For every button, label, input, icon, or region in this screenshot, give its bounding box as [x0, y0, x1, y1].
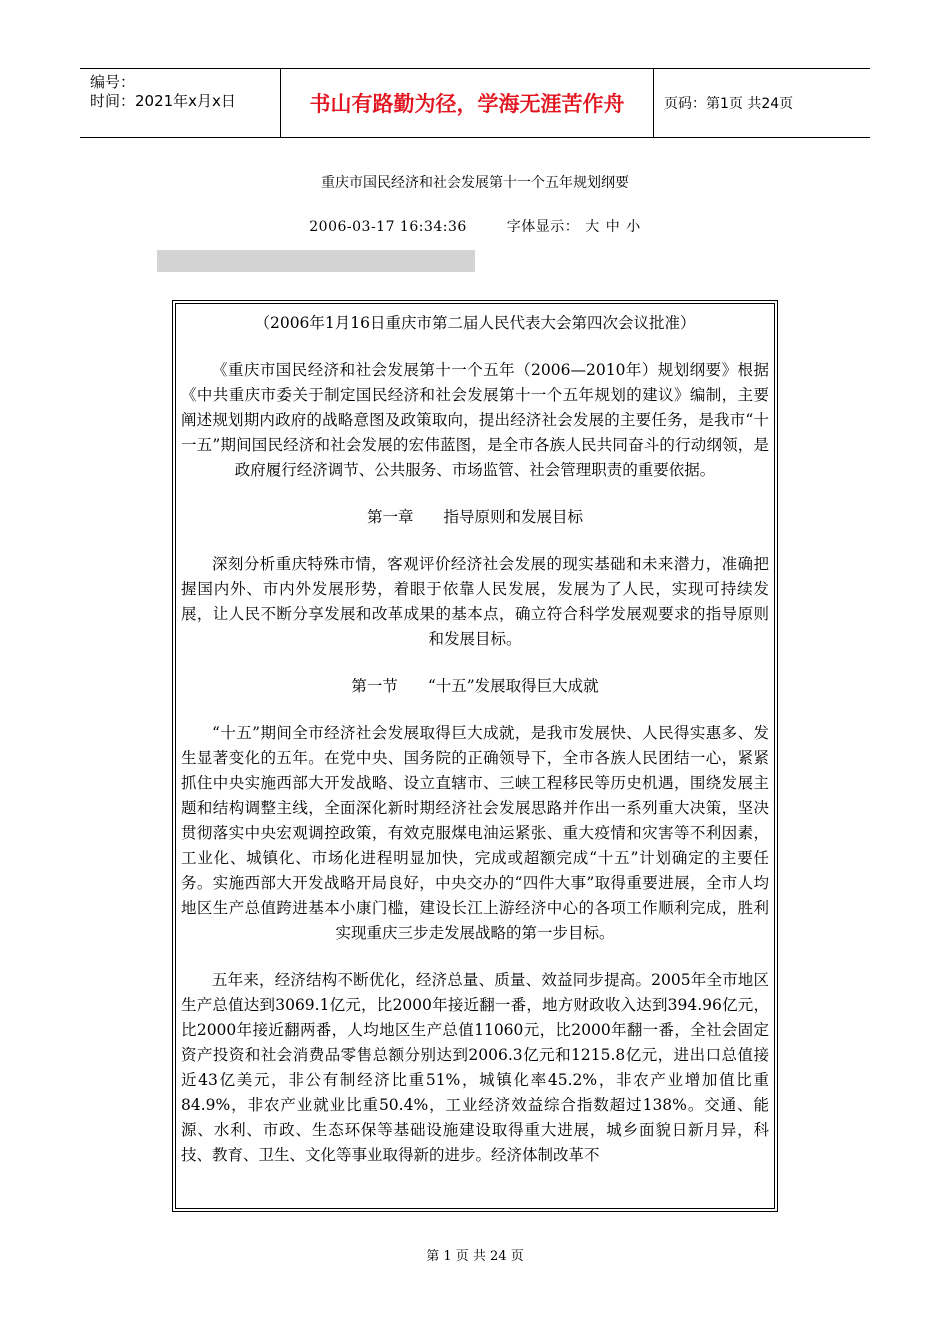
section-number: 第一节 — [351, 677, 398, 695]
intro-paragraph: 《重庆市国民经济和社会发展第十一个五年（2006—2010年）规划纲要》根据《中共重庆市委关于制定国民经济和社会发展第十一个五年规划的建议》编制，主要阐述规划期内政府的战略意图及政策取向，提出经济社会发展的主要任务，是我市“十一五”期间国民经济和社会发展的宏伟蓝图，是全市各族人民共同奋斗的行动纲领，是政府履行经济调节、公共服务、市场监管、社会管理职责的重要依据。 — [181, 361, 769, 479]
chapter-title: 指导原则和发展目标 — [443, 508, 584, 526]
page-code: 页码：第1页 共24页 — [664, 96, 794, 112]
document-header — [80, 68, 870, 138]
font-size-label: 字体显示： — [506, 219, 580, 235]
section-heading — [181, 674, 769, 699]
header-page-cell — [654, 69, 870, 137]
chapter-heading — [181, 505, 769, 530]
header-info-cell — [80, 69, 280, 137]
chapter-number: 第一章 — [366, 508, 414, 526]
page-footer: 第 1 页 共 24 页 — [426, 1249, 524, 1264]
font-small-link[interactable]: 小 — [626, 219, 641, 235]
publish-datetime: 2006-03-17 16:34:36 — [309, 219, 467, 235]
time-label: 时间：2021年x月x日 — [90, 92, 236, 110]
gray-divider-bar — [157, 250, 475, 272]
document-meta — [0, 216, 950, 236]
approval-note: （2006年1月16日重庆市第二届人民代表大会第四次会议批准） — [254, 314, 696, 332]
document-title: 重庆市国民经济和社会发展第十一个五年规划纲要 — [321, 175, 629, 191]
font-size-options — [507, 219, 641, 235]
font-medium-link[interactable]: 中 — [605, 219, 621, 235]
font-large-link[interactable]: 大 — [585, 219, 600, 235]
content-box — [172, 300, 778, 1212]
chapter-paragraph: 深刻分析重庆特殊市情，客观评价经济社会发展的现实基础和未来潜力，准确把握国内外、市内外发展形势，着眼于依靠人民发展，发展为了人民，实现可持续发展，让人民不断分享发展和改革成果的基本点，确立符合科学发展观要求的指导原则和发展目标。 — [181, 555, 769, 648]
section-paragraph-2: 五年来，经济结构不断优化，经济总量、质量、效益同步提高。2005年全市地区生产总值达到3069.1亿元，比2000年接近翻一番，地方财政收入达到394.96亿元，比2000年接近翻两番，人均地区生产总值11060元，比2000年翻一番，全社会固定资产投资和社会消费品零售总额分别达到2006.3亿元和1215.8亿元，进出口总值接近43亿美元，非公有制经济比重51%，城镇化率45.2%，非农产业增加值比重84.9%，非农产业就业比重50.4%，工业经济效益综合指数超过138%。交通、能源、水利、市政、生态环保等基础设施建设取得重大进展，城乡面貌日新月异，科技、教育、卫生、文化等事业取得新的进步。经济体制改革不 — [181, 971, 769, 1164]
number-label: 编号： — [90, 73, 136, 91]
section-title: “十五”发展取得巨大成就 — [427, 677, 599, 695]
section-paragraph-1: “十五”期间全市经济社会发展取得巨大成就，是我市发展快、人民得实惠多、发生显著变化的五年。在党中央、国务院的正确领导下，全市各族人民团结一心，紧紧抓住中央实施西部大开发战略、设立直辖市、三峡工程移民等历史机遇，围绕发展主题和结构调整主线，全面深化新时期经济社会发展思路并作出一系列重大决策，坚决贯彻落实中央宏观调控政策，有效克服煤电油运紧张、重大疫情和灾害等不利因素，工业化、城镇化、市场化进程明显加快，完成或超额完成“十五”计划确定的主要任务。实施西部大开发战略开局良好，中央交办的“四件大事”取得重要进展，全市人均地区生产总值跨进基本小康门槛，建设长江上游经济中心的各项工作顺利完成，胜利实现重庆三步走发展战略的第一步目标。 — [181, 724, 769, 942]
motto-text: 书山有路勤为径，学海无涯苦作舟 — [309, 92, 625, 116]
header-motto-cell — [280, 69, 654, 137]
